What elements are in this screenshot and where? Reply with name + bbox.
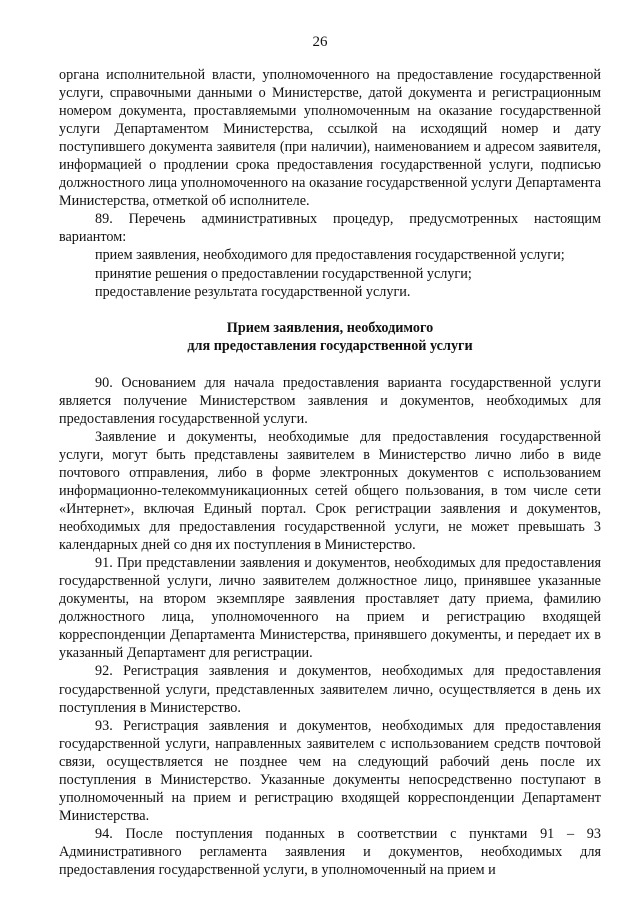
paragraph-89: 89. Перечень административных процедур, предусмотренных настоящим вариантом:: [59, 211, 601, 246]
paragraph-90: 90. Основанием для начала предоставления варианта государственной услуги является получение Министерством заявления и документов, необходимых для предоставления государственной услуги.: [59, 374, 601, 427]
list-item: прием заявления, необходимого для предоставления государственной услуги;: [95, 247, 565, 264]
paragraph-93: 93. Регистрация заявления и документов, необходимых для предоставления государственной услуги, направленных заявителем с использованием средств почтовой связи, осуществляется не позднее чем на следующий рабочий день после их поступления в Министерство. Указанные документы непосредственно поступают в уполномоченный на прием и регистрацию входящей корреспонденции Департамент Министерства.: [59, 717, 601, 824]
document-body: [59, 66, 601, 879]
paragraph-92: 92. Регистрация заявления и документов, необходимых для предоставления государственной услуги, представленных заявителем лично, осуществляется в день их поступления в Министерство.: [59, 663, 601, 716]
section-heading-line-2: для предоставления государственной услуги: [187, 337, 473, 354]
paragraph-91: 91. При представлении заявления и документов, необходимых для предоставления государственной услуги, лично заявителем должностное лицо, принявшее указанные документы, на втором экземпляре заявления проставляет дату приема, фамилию должностного лица, уполномоченного на прием и регистрацию входящей корреспонденции Департамента Министерства, принявшего документы, и передает их в указанный Департамент для регистрации.: [59, 555, 601, 662]
paragraph-94: 94. После поступления поданных в соответствии с пунктами 91 – 93 Административного регламента заявления и документов, необходимых для предоставления государственной услуги, в уполномоченный на прием и: [59, 825, 601, 878]
page-number: 26: [312, 34, 328, 50]
spacer: [59, 355, 601, 374]
list-item: принятие решения о предоставлении государственной услуги;: [95, 265, 472, 282]
section-heading-line-1: Прием заявления, необходимого: [226, 319, 434, 336]
paragraph-submission: Заявление и документы, необходимые для предоставления государственной услуги, могут быть представлены заявителем в Министерство лично либо в виде почтового отправления, либо в форме электронных документов с использованием информационно-телекоммуникационных сетей общего пользования, в том числе сети «Интернет», включая Единый портал. Срок регистрации заявления и документов, необходимых для предоставления государственной услуги, не может превышать 3 календарных дней со дня их поступления в Министерство.: [59, 428, 601, 554]
paragraph-continuation: органа исполнительной власти, уполномоченного на предоставление государственной услуги, справочными данными о Министерстве, датой документа и регистрационным номером документа, проставляемыми уполномоченным на оказание государственной услуги Департаментом Министерства, ссылкой на исходящий номер и дату поступившего документа заявителя (при наличии), наименованием и адресом заявителя, информацией о продлении срока предоставления государственной услуги, подписью должностного лица уполномоченного на оказание государственной услуги Департамента Министерства, отметкой об исполнителе.: [59, 67, 601, 210]
list-item: предоставление результата государственной услуги.: [95, 283, 411, 300]
spacer: [59, 301, 601, 319]
